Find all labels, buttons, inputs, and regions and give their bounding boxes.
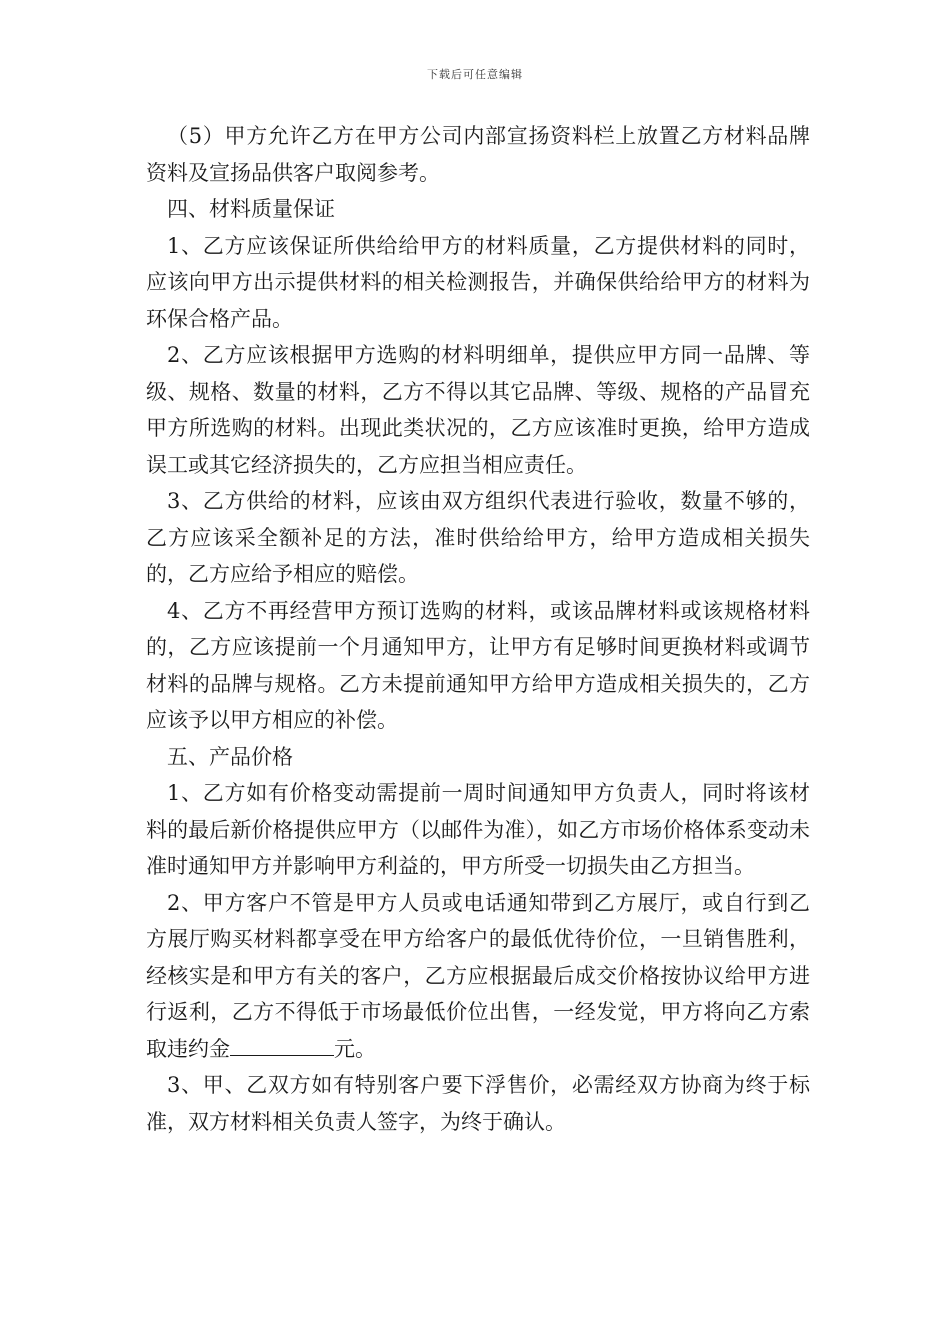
clause-paragraph: 1、乙方如有价格变动需提前一周时间通知甲方负责人，同时将该材料的最后新价格提供应甲方（以邮件为准），如乙方市场价格体系变动未准时通知甲方并影响甲方利益的，甲方所受一切损失由乙方担当。 xyxy=(146,781,810,878)
section-heading: 四、材料质量保证 xyxy=(167,197,335,221)
penalty-clause-unit: 元。 xyxy=(334,1036,376,1061)
clause-paragraph: 1、乙方应该保证所供给给甲方的材料质量，乙方提供材料的同时，应该向甲方出示提供材料的相关检测报告，并确保供给给甲方的材料为环保合格产品。 xyxy=(146,233,810,331)
clause-paragraph: 3、乙方供给的材料，应该由双方组织代表进行验收，数量不够的，乙方应该采全额补足的方法，准时供给给甲方，给甲方造成相关损失的，乙方应给予相应的赔偿。 xyxy=(146,489,810,586)
clause-paragraph: （5）甲方允许乙方在甲方公司内部宣扬资料栏上放置乙方材料品牌资料及宣扬品供客户取阅参考。 xyxy=(146,124,810,185)
penalty-clause-text: 2、甲方客户不管是甲方人员或电话通知带到乙方展厅，或自行到乙方展厅购买材料都享受在甲方给客户的最低优待价位，一旦销售胜利，经核实是和甲方有关的客户，乙方应根据最后成交价格按协议给甲方进行返利，乙方不得低于市场最低价位出售，一经发觉，甲方将向乙方索取违约金 xyxy=(146,890,810,1061)
clause-paragraph: 3、甲、乙双方如有特别客户要下浮售价，必需经双方协商为终于标准，双方材料相关负责人签字，为终于确认。 xyxy=(146,1073,810,1134)
section-heading: 五、产品价格 xyxy=(167,744,293,769)
penalty-amount-blank xyxy=(230,1035,334,1056)
document-body xyxy=(146,118,810,1140)
clause-paragraph: 2、乙方应该根据甲方选购的材料明细单，提供应甲方同一品牌、等级、规格、数量的材料，乙方不得以其它品牌、等级、规格的产品冒充甲方所选购的材料。出现此类状况的，乙方应该准时更换，给甲方造成误工或其它经济损失的，乙方应担当相应责任。 xyxy=(146,343,810,477)
clause-paragraph: 4、乙方不再经营甲方预订选购的材料，或该品牌材料或该规格材料的，乙方应该提前一个月通知甲方，让甲方有足够时间更换材料或调节材料的品牌与规格。乙方未提前通知甲方给甲方造成相关损失的，乙方应该予以甲方相应的补偿。 xyxy=(146,598,810,732)
page-header-note: 下载后可任意编辑 xyxy=(427,68,523,81)
penalty-clause-paragraph xyxy=(146,885,810,1068)
